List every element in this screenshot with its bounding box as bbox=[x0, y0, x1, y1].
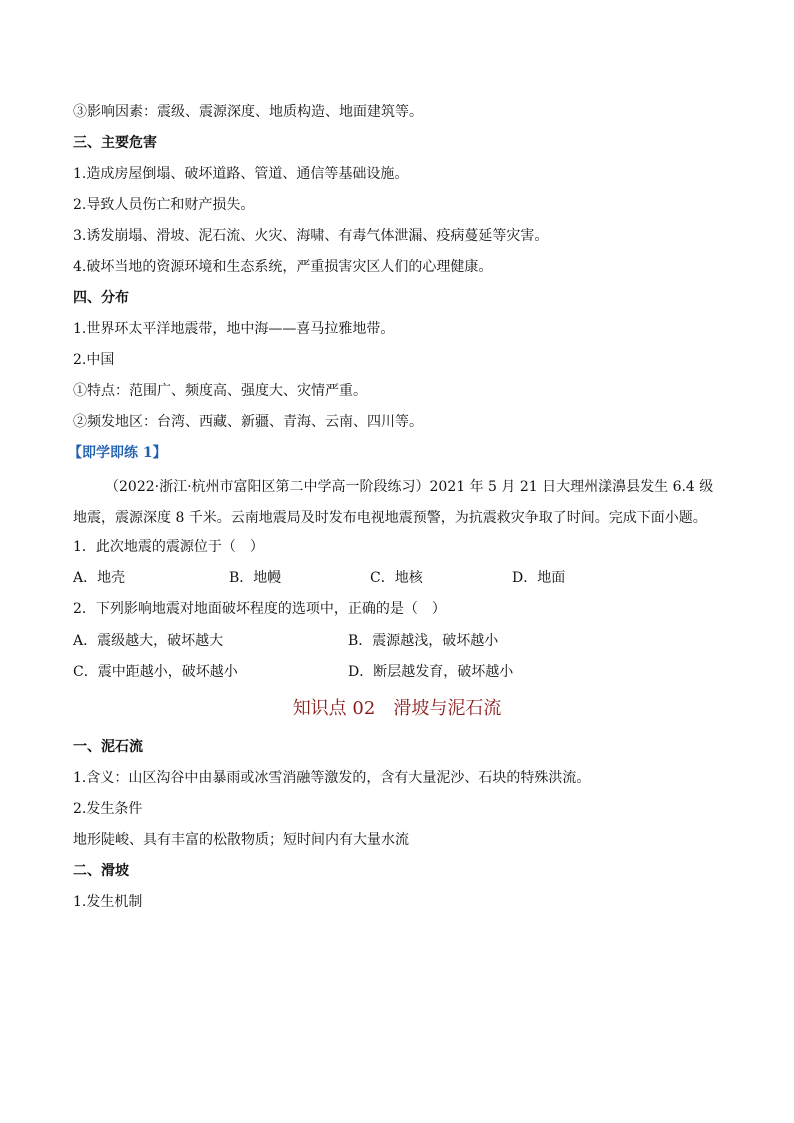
q1-option-d[interactable]: D．地面 bbox=[512, 570, 566, 586]
debris-flow-conditions-heading: 2.发生条件 bbox=[73, 801, 143, 817]
heading-debris-flow: 一、泥石流 bbox=[73, 739, 143, 755]
practice-stem: （2022·浙江·杭州市富阳区第二中学高一阶段练习）2021 年 5 月 21 日大理州漾濞县发生 6.4 级地震，震源深度 8 千米。云南地震局及时发布电视地震预警，为抗震救灾争取了时间。完成下面小题。 bbox=[73, 479, 714, 526]
influence-factors: ③影响因素：震级、震源深度、地质构造、地面建筑等。 bbox=[73, 104, 423, 120]
landslide-mechanism-heading: 1.发生机制 bbox=[73, 894, 143, 910]
debris-flow-definition: 1.含义：山区沟谷中由暴雨或冰雪消融等激发的，含有大量泥沙、石块的特殊洪流。 bbox=[73, 770, 591, 786]
distribution-china-regions: ②频发地区：台湾、西藏、新疆、青海、云南、四川等。 bbox=[73, 414, 423, 430]
harm-item-4: 4.破坏当地的资源环境和生态系统，严重损害灾区人们的心理健康。 bbox=[73, 259, 493, 275]
heading-distribution: 四、分布 bbox=[73, 290, 129, 306]
practice-label: 【即学即练 1】 bbox=[68, 445, 167, 461]
q2-option-a[interactable]: A．震级越大，破坏越大 bbox=[73, 633, 224, 649]
question-2: 2．下列影响地震对地面破坏程度的选项中，正确的是（ ） bbox=[73, 601, 446, 617]
question-1: 1．此次地震的震源位于（ ） bbox=[73, 539, 264, 555]
heading-main-harms: 三、主要危害 bbox=[73, 135, 157, 151]
distribution-item-2: 2.中国 bbox=[73, 352, 115, 368]
harm-item-3: 3.诱发崩塌、滑坡、泥石流、火灾、海啸、有毒气体泄漏、疫病蔓延等灾害。 bbox=[73, 228, 549, 244]
q1-option-a[interactable]: A．地壳 bbox=[73, 570, 126, 586]
debris-flow-conditions: 地形陡峻、具有丰富的松散物质；短时间内有大量水流 bbox=[73, 832, 409, 848]
harm-item-1: 1.造成房屋倒塌、破坏道路、管道、通信等基础设施。 bbox=[73, 166, 409, 182]
q1-option-b[interactable]: B．地幔 bbox=[229, 570, 282, 586]
q2-option-d[interactable]: D．断层越发育，破坏越小 bbox=[348, 664, 514, 680]
distribution-china-features: ①特点：范围广、频度高、强度大、灾情严重。 bbox=[73, 383, 367, 399]
q1-option-c[interactable]: C．地核 bbox=[370, 570, 423, 586]
harm-item-2: 2.导致人员伤亡和财产损失。 bbox=[73, 197, 255, 213]
distribution-item-1: 1.世界环太平洋地震带，地中海——喜马拉雅地带。 bbox=[73, 321, 395, 337]
q2-option-c[interactable]: C．震中距越小，破坏越小 bbox=[73, 664, 238, 680]
knowledge-point-title: 知识点 02 滑坡与泥石流 bbox=[292, 698, 502, 719]
q2-option-b[interactable]: B．震源越浅，破坏越小 bbox=[348, 633, 499, 649]
heading-landslide: 二、滑坡 bbox=[73, 863, 129, 879]
